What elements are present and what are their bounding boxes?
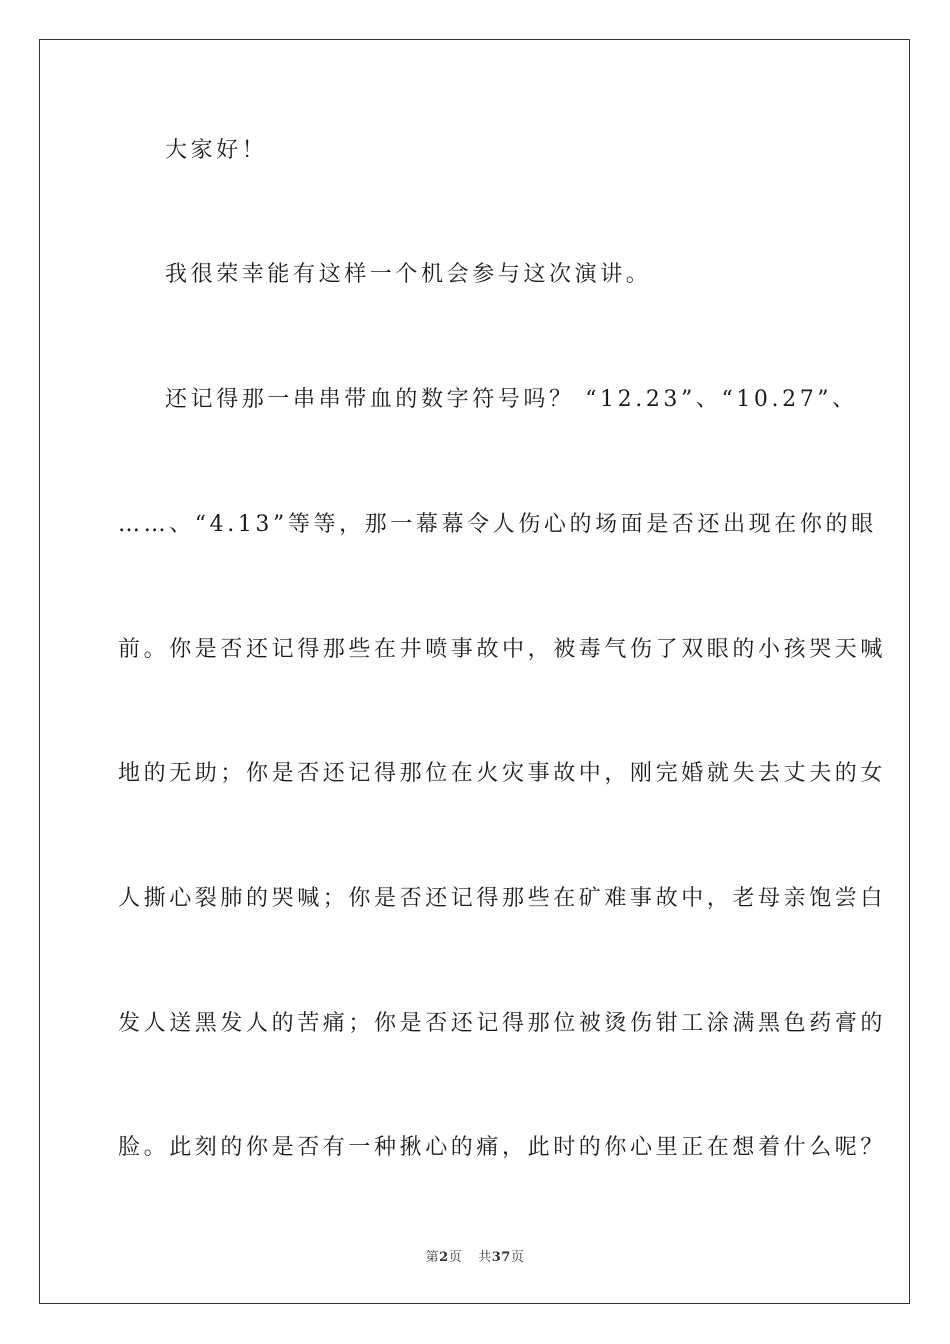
paragraph-line: 人撕心裂肺的哭喊；你是否还记得那些在矿难事故中，老母亲饱尝白 <box>118 886 887 911</box>
page-suffix: 页 <box>448 1250 463 1265</box>
paragraph-line: 我很荣幸能有这样一个机会参与这次演讲。 <box>165 262 652 287</box>
paragraph-line: 地的无助；你是否还记得那位在火灾事故中，刚完婚就失去丈夫的女 <box>118 761 887 786</box>
total-prefix: 共 <box>478 1250 492 1265</box>
page-number: 2 <box>439 1250 449 1265</box>
paragraph-line: 前。你是否还记得那些在井喷事故中，被毒气伤了双眼的小孩哭天喊 <box>118 637 887 662</box>
paragraph-line: 发人送黑发人的苦痛；你是否还记得那位被烫伤钳工涂满黑色药膏的 <box>118 1011 887 1036</box>
page-prefix: 第 <box>425 1250 440 1265</box>
page-footer <box>0 1246 950 1265</box>
paragraph-line: ……、“4.13”等等，那一幕幕令人伤心的场面是否还出现在你的眼 <box>118 512 877 537</box>
paragraph-line: 脸。此刻的你是否有一种揪心的痛，此时的你心里正在想着什么呢？ <box>118 1135 887 1160</box>
total-pages: 37 <box>491 1250 511 1265</box>
page-border <box>39 39 910 1304</box>
total-suffix: 页 <box>510 1250 525 1265</box>
greeting-line: 大家好！ <box>165 138 268 163</box>
paragraph-line: 还记得那一串串带血的数字符号吗？ “12.23”、“10.27”、 <box>165 387 858 412</box>
